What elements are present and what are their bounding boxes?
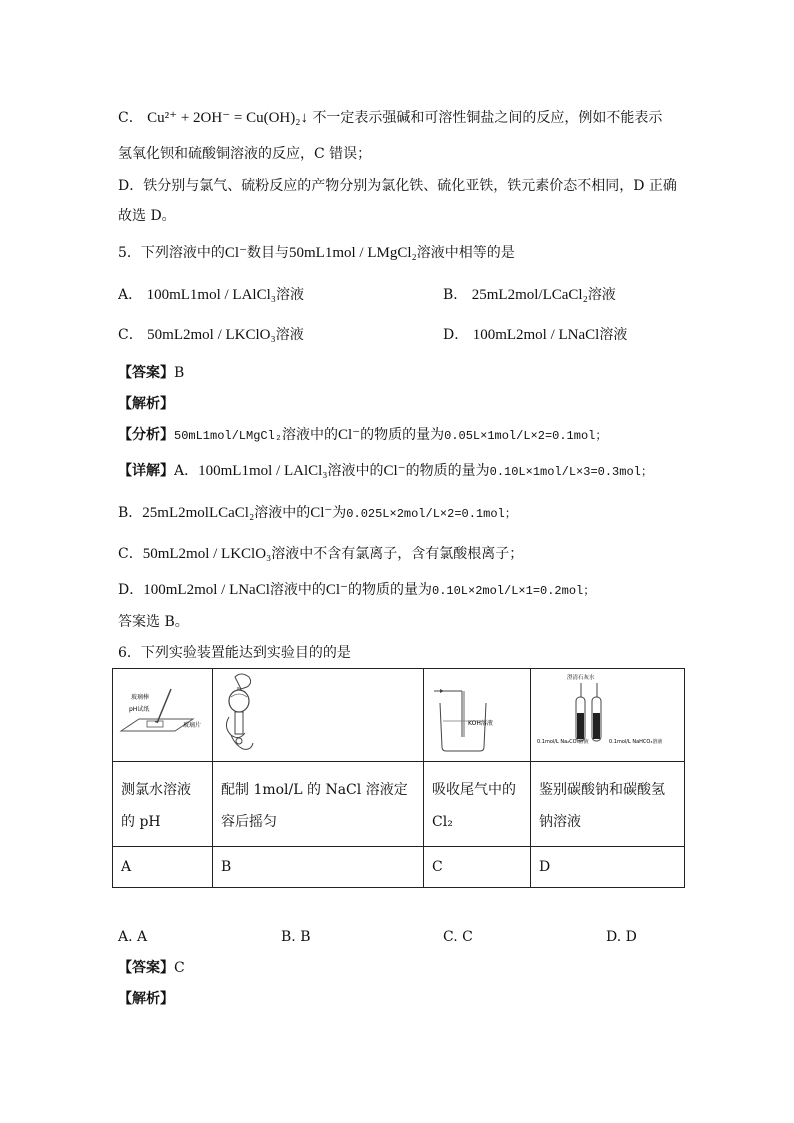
- q5-option-d: [443, 325, 627, 345]
- apparatus-c-description: 吸收尾气中的 Cl₂: [432, 782, 516, 830]
- item-formula: 100mL1mol / LAlCl₃: [198, 463, 328, 479]
- q5-stem-part: 5．下列溶液中的: [118, 245, 225, 261]
- apparatus-a-image: [113, 669, 213, 762]
- item-prefix: B．: [118, 505, 143, 521]
- fenxi-tag: 【分析】: [118, 427, 174, 443]
- q6-option-a: A. A: [118, 929, 148, 945]
- q5-option-c: [118, 325, 304, 345]
- ph-test-drawing: [113, 669, 212, 761]
- option-label: D．: [443, 327, 469, 343]
- fenxi-calculation: 0.05L×1mol/L×2=0.1mol；: [444, 429, 608, 443]
- label-glass-rod: 玻璃棒: [131, 694, 150, 701]
- option-suffix: 溶液: [275, 327, 304, 343]
- apparatus-d-image: [531, 669, 685, 762]
- table-cell: [531, 847, 685, 888]
- item-prefix: A．: [174, 463, 199, 479]
- xiangjie-tag: 【详解】: [118, 463, 174, 479]
- apparatus-b-image: [213, 669, 424, 762]
- option-label: C．: [118, 327, 143, 343]
- item-formula: 100mL2mol / LNaCl: [143, 582, 270, 598]
- answer-value: C: [174, 960, 185, 976]
- item-text: 溶液中的: [327, 463, 384, 479]
- table-row-images: [113, 669, 685, 762]
- option-label: B．: [443, 287, 468, 303]
- option-formula: 25mL2mol/LCaCl₂: [471, 287, 588, 303]
- label-glass-plate: 玻璃片: [183, 722, 202, 729]
- apparatus-a-label: A: [121, 859, 132, 875]
- q5-xiangjie-a: [118, 461, 653, 482]
- q5-xiangjie-b: [118, 503, 517, 524]
- item-text: 溶液中的: [254, 505, 311, 521]
- q5-stem-part: 数目与: [247, 245, 290, 261]
- option-c-explanation: [118, 108, 662, 128]
- table-row-descriptions: [113, 762, 685, 847]
- chloride-ion: Cl⁻: [383, 463, 406, 479]
- option-suffix: 溶液: [599, 327, 628, 343]
- apparatus-b-description: 配制 1mol/L 的 NaCl 溶液定容后摇匀: [221, 782, 408, 830]
- table-cell: [113, 762, 213, 847]
- label-koh-solution: KOH溶液: [468, 720, 493, 727]
- answer-value: B: [174, 365, 185, 381]
- option-formula: 100mL1mol / LAlCl₃: [146, 287, 276, 303]
- option-c-prefix: C．: [118, 110, 143, 126]
- apparatus-b-label: B: [221, 859, 232, 875]
- q5-option-a: [118, 285, 304, 305]
- q6-apparatus-table: [112, 668, 685, 888]
- fenxi-text: 的物质的量为: [360, 427, 445, 443]
- table-row-labels: [113, 847, 685, 888]
- label-nahco3: 0.1mol/L NaHCO₃溶液: [609, 739, 663, 745]
- item-text: 为: [332, 505, 347, 521]
- q6-option-c: C. C: [443, 929, 473, 945]
- table-cell: [424, 847, 531, 888]
- q6-option-b: B. B: [281, 929, 311, 945]
- chloride-ion: Cl⁻: [310, 505, 333, 521]
- item-formula: 25mL2molLCaCl₂: [142, 505, 255, 521]
- chloride-ion: Cl⁻: [325, 582, 348, 598]
- q6-answer: [118, 958, 185, 978]
- analysis-tag: 【解析】: [118, 396, 174, 412]
- item-calculation: 0.025L×2mol/L×2=0.1mol；: [346, 507, 517, 521]
- q5-xiangjie-c: [118, 544, 523, 564]
- q6-option-d: D. D: [606, 929, 637, 945]
- label-ph-paper: pH试纸: [129, 706, 150, 713]
- q5-conclusion: 答案选 B。: [118, 614, 189, 630]
- apparatus-c-label: C: [432, 859, 443, 875]
- apparatus-a-description: 测氯水溶液的 pH: [121, 782, 191, 830]
- q5-stem-part: 溶液中相等的是: [416, 245, 515, 261]
- option-c-text: 不一定表示强碱和可溶性铜盐之间的反应，例如不能表示: [312, 110, 663, 126]
- item-text: 的物质的量为: [405, 463, 490, 479]
- q5-stem: [118, 243, 515, 263]
- q6-stem: 6．下列实验装置能达到实验目的的是: [118, 645, 351, 661]
- option-suffix: 溶液: [587, 287, 616, 303]
- q5-reference-solution: 50mL1mol / LMgCl₂: [289, 245, 417, 261]
- table-cell: [113, 847, 213, 888]
- option-c-text-continued: 氢氧化钡和硫酸铜溶液的反应，C 错误；: [118, 146, 372, 162]
- label-limewater: 澄清石灰水: [567, 675, 595, 681]
- option-formula: 50mL2mol / LKClO₃: [147, 327, 276, 343]
- item-prefix: D．: [118, 582, 144, 598]
- label-na2co3: 0.1mol/L Na₂CO₃溶液: [537, 739, 589, 745]
- table-cell: [213, 847, 424, 888]
- item-calculation: 0.10L×2mol/L×1=0.2mol；: [432, 584, 596, 598]
- q5-option-b: [443, 285, 616, 305]
- q4-conclusion: 故选 D。: [118, 208, 176, 224]
- option-formula: 100mL2mol / LNaCl: [472, 327, 600, 343]
- volumetric-flask-shaking-drawing: [213, 669, 423, 761]
- item-text: 溶液中不含有氯离子，含有氯酸根离子；: [271, 546, 524, 562]
- fenxi-formula: 50mL1mol/LMgCl₂: [174, 429, 283, 443]
- item-text: 的物质的量为: [348, 582, 432, 598]
- item-text: 溶液中的: [269, 582, 326, 598]
- chloride-ion: Cl⁻: [224, 245, 248, 261]
- apparatus-d-label: D: [539, 859, 551, 875]
- option-label: A．: [118, 287, 143, 303]
- table-cell: [531, 762, 685, 847]
- chloride-ion: Cl⁻: [338, 427, 361, 443]
- apparatus-d-description: 鉴别碳酸钠和碳酸氢钠溶液: [539, 782, 665, 830]
- table-cell: [424, 762, 531, 847]
- option-d-explanation: D．铁分别与氯气、硫粉反应的产物分别为氯化铁、硫化亚铁，铁元素价态不相同，D 正确: [118, 178, 677, 194]
- option-suffix: 溶液: [275, 287, 304, 303]
- answer-tag: 【答案】: [118, 365, 174, 381]
- test-tubes-drawing: [531, 669, 684, 761]
- answer-tag: 【答案】: [118, 960, 174, 976]
- item-prefix: C．: [118, 546, 143, 562]
- fenxi-text: 溶液中的: [282, 427, 339, 443]
- apparatus-c-image: [424, 669, 531, 762]
- item-formula: 50mL2mol / LKClO₃: [142, 546, 272, 562]
- gas-absorption-drawing: [424, 669, 530, 761]
- q5-xiangjie-d: [118, 580, 595, 601]
- q5-fenxi: [118, 425, 607, 446]
- table-cell: [213, 762, 424, 847]
- ionic-equation: Cu²⁺ + 2OH⁻ = Cu(OH)₂↓: [147, 110, 308, 126]
- q5-answer: [118, 363, 184, 383]
- item-calculation: 0.10L×1mol/L×3=0.3mol；: [489, 465, 653, 479]
- analysis-tag: 【解析】: [118, 991, 174, 1007]
